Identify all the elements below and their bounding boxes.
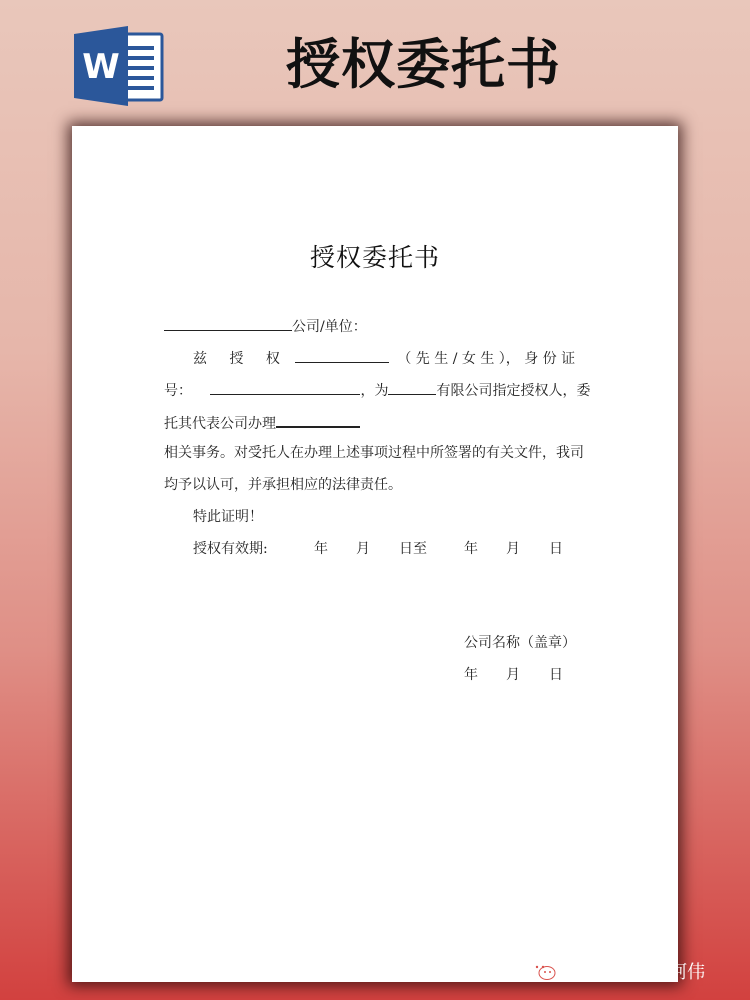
body-line-2: 均予以认可，并承担相应的法律责任。: [164, 477, 402, 493]
id-blank[interactable]: [210, 380, 360, 395]
company-seal: 公司名称（盖章）: [464, 635, 576, 651]
validity-month-2: 月: [506, 541, 520, 557]
banner-title: 授权委托书: [286, 33, 561, 96]
validity-year-2: 年: [464, 541, 478, 557]
matter-blank[interactable]: [276, 412, 360, 428]
word-icon: [74, 26, 166, 106]
validity-month-1: 月: [356, 541, 370, 557]
document-page: [72, 126, 678, 982]
company-line: 公司/单位：: [164, 316, 367, 336]
wechat-icon: [530, 960, 556, 982]
watermark-text: 公众号 · 模板阿伟: [562, 962, 706, 983]
body-line-1: 相关事务。对受托人在办理上述事项过程中所签署的有关文件，我司: [164, 445, 584, 461]
validity-day-1-to: 日至: [399, 541, 427, 557]
sign-year: 年: [464, 667, 478, 683]
matter-line: 托其代表公司办理: [164, 412, 360, 433]
sign-month: 月: [506, 667, 520, 683]
document-title: 授权委托书: [309, 243, 440, 272]
svg-text:W: W: [82, 47, 120, 87]
validity-year-1: 年: [314, 541, 328, 557]
company-blank[interactable]: [164, 316, 292, 331]
validity-label: 授权有效期:: [193, 541, 268, 557]
validity-day-2: 日: [549, 541, 563, 557]
watermark: [530, 958, 705, 984]
authorize-line: 兹 授 权 （ 先 生 / 女 生 ）， 身 份 证: [193, 348, 575, 368]
name-blank[interactable]: [295, 348, 389, 363]
company-name-blank[interactable]: [388, 380, 436, 395]
sign-day: 日: [549, 667, 563, 683]
certify-line: 特此证明！: [193, 509, 263, 525]
id-line: 号： ，为 有限公司指定授权人，委: [164, 380, 590, 400]
